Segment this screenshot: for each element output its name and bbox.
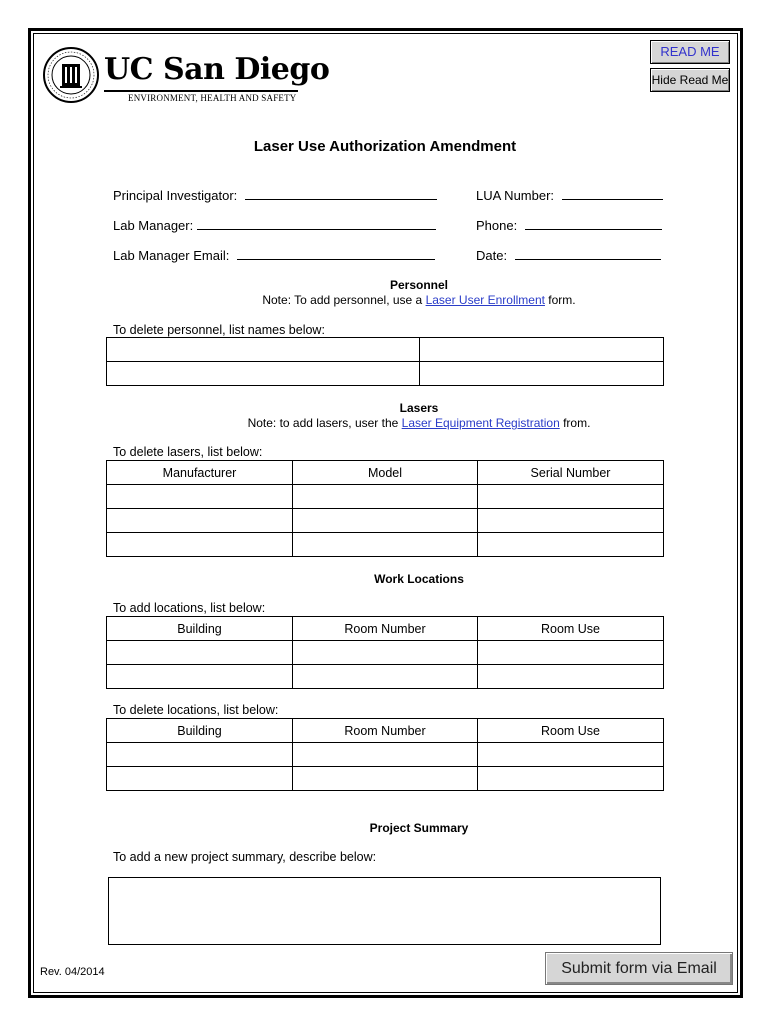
logo-underline <box>104 90 298 92</box>
column-header-room-number: Room Number <box>293 719 478 743</box>
delete-personnel-table <box>106 337 664 386</box>
project-summary-label: To add a new project summary, describe below: <box>113 850 377 864</box>
project-summary-heading: Project Summary <box>369 821 469 835</box>
column-header-building: Building <box>107 617 293 641</box>
project-summary-textarea[interactable] <box>108 877 661 945</box>
hide-read-me-button[interactable]: Hide Read Me <box>650 68 730 92</box>
delete-locations-label: To delete locations, list below: <box>113 703 279 717</box>
location-cell[interactable] <box>107 743 293 767</box>
phone-field <box>476 218 662 233</box>
lab-manager-input[interactable] <box>197 218 436 230</box>
lab-manager-email-field <box>113 248 435 263</box>
uc-seal-icon <box>42 46 100 104</box>
lua-label: LUA Number: <box>476 188 555 203</box>
lab-manager-label: Lab Manager: <box>113 218 194 233</box>
delete-lasers-table <box>106 460 664 557</box>
laser-cell[interactable] <box>107 485 293 509</box>
personnel-cell[interactable] <box>107 338 420 362</box>
personnel-note-prefix: Note: To add personnel, use a <box>262 293 426 307</box>
submit-form-button[interactable]: Submit form via Email <box>545 952 733 985</box>
lab-manager-email-input[interactable] <box>237 248 435 260</box>
column-header-room-number: Room Number <box>293 617 478 641</box>
lab-manager-email-label: Lab Manager Email: <box>113 248 230 263</box>
location-cell[interactable] <box>478 641 664 665</box>
column-header-manufacturer: Manufacturer <box>107 461 293 485</box>
location-cell[interactable] <box>293 641 478 665</box>
lasers-note-prefix: Note: to add lasers, user the <box>247 416 402 430</box>
pi-field <box>113 188 437 203</box>
phone-label: Phone: <box>476 218 518 233</box>
lab-manager-field <box>113 218 436 233</box>
personnel-note-suffix: form. <box>544 293 576 307</box>
column-header-building: Building <box>107 719 293 743</box>
laser-cell[interactable] <box>293 485 478 509</box>
pi-input[interactable] <box>245 188 437 200</box>
revision-label: Rev. 04/2014 <box>40 966 105 978</box>
date-field <box>476 248 661 263</box>
laser-cell[interactable] <box>478 509 664 533</box>
lasers-heading: Lasers <box>399 401 439 415</box>
pi-label: Principal Investigator: <box>113 188 238 203</box>
delete-personnel-label: To delete personnel, list names below: <box>113 323 325 337</box>
location-cell[interactable] <box>293 767 478 791</box>
laser-cell[interactable] <box>478 485 664 509</box>
work-locations-heading: Work Locations <box>374 572 464 586</box>
personnel-cell[interactable] <box>420 362 664 386</box>
logo-wordmark: UC San Diego <box>104 52 330 87</box>
laser-cell[interactable] <box>293 533 478 557</box>
delete-lasers-label: To delete lasers, list below: <box>113 445 263 459</box>
read-me-button[interactable]: READ ME <box>650 40 730 64</box>
column-header-serial-number: Serial Number <box>478 461 664 485</box>
lasers-note <box>0 416 770 430</box>
date-input[interactable] <box>515 248 661 260</box>
column-header-model: Model <box>293 461 478 485</box>
add-locations-label: To add locations, list below: <box>113 601 266 615</box>
location-cell[interactable] <box>107 641 293 665</box>
phone-input[interactable] <box>525 218 662 230</box>
form-title: Laser Use Authorization Amendment <box>253 138 517 155</box>
laser-cell[interactable] <box>107 533 293 557</box>
location-cell[interactable] <box>478 767 664 791</box>
laser-cell[interactable] <box>478 533 664 557</box>
column-header-room-use: Room Use <box>478 617 664 641</box>
laser-cell[interactable] <box>107 509 293 533</box>
date-label: Date: <box>476 248 508 263</box>
location-cell[interactable] <box>478 743 664 767</box>
personnel-cell[interactable] <box>420 338 664 362</box>
personnel-note <box>0 293 770 307</box>
delete-locations-table <box>106 718 664 791</box>
lua-field <box>476 188 663 203</box>
laser-cell[interactable] <box>293 509 478 533</box>
location-cell[interactable] <box>293 743 478 767</box>
laser-equipment-registration-link[interactable]: Laser Equipment Registration <box>401 416 560 430</box>
logo-subtitle: ENVIRONMENT, HEALTH AND SAFETY <box>128 93 297 103</box>
personnel-cell[interactable] <box>107 362 420 386</box>
column-header-room-use: Room Use <box>478 719 664 743</box>
location-cell[interactable] <box>107 665 293 689</box>
lua-input[interactable] <box>562 188 663 200</box>
location-cell[interactable] <box>293 665 478 689</box>
personnel-heading: Personnel <box>389 278 449 292</box>
location-cell[interactable] <box>107 767 293 791</box>
lasers-note-suffix: from. <box>559 416 591 430</box>
add-locations-table <box>106 616 664 689</box>
location-cell[interactable] <box>478 665 664 689</box>
laser-user-enrollment-link[interactable]: Laser User Enrollment <box>425 293 545 307</box>
